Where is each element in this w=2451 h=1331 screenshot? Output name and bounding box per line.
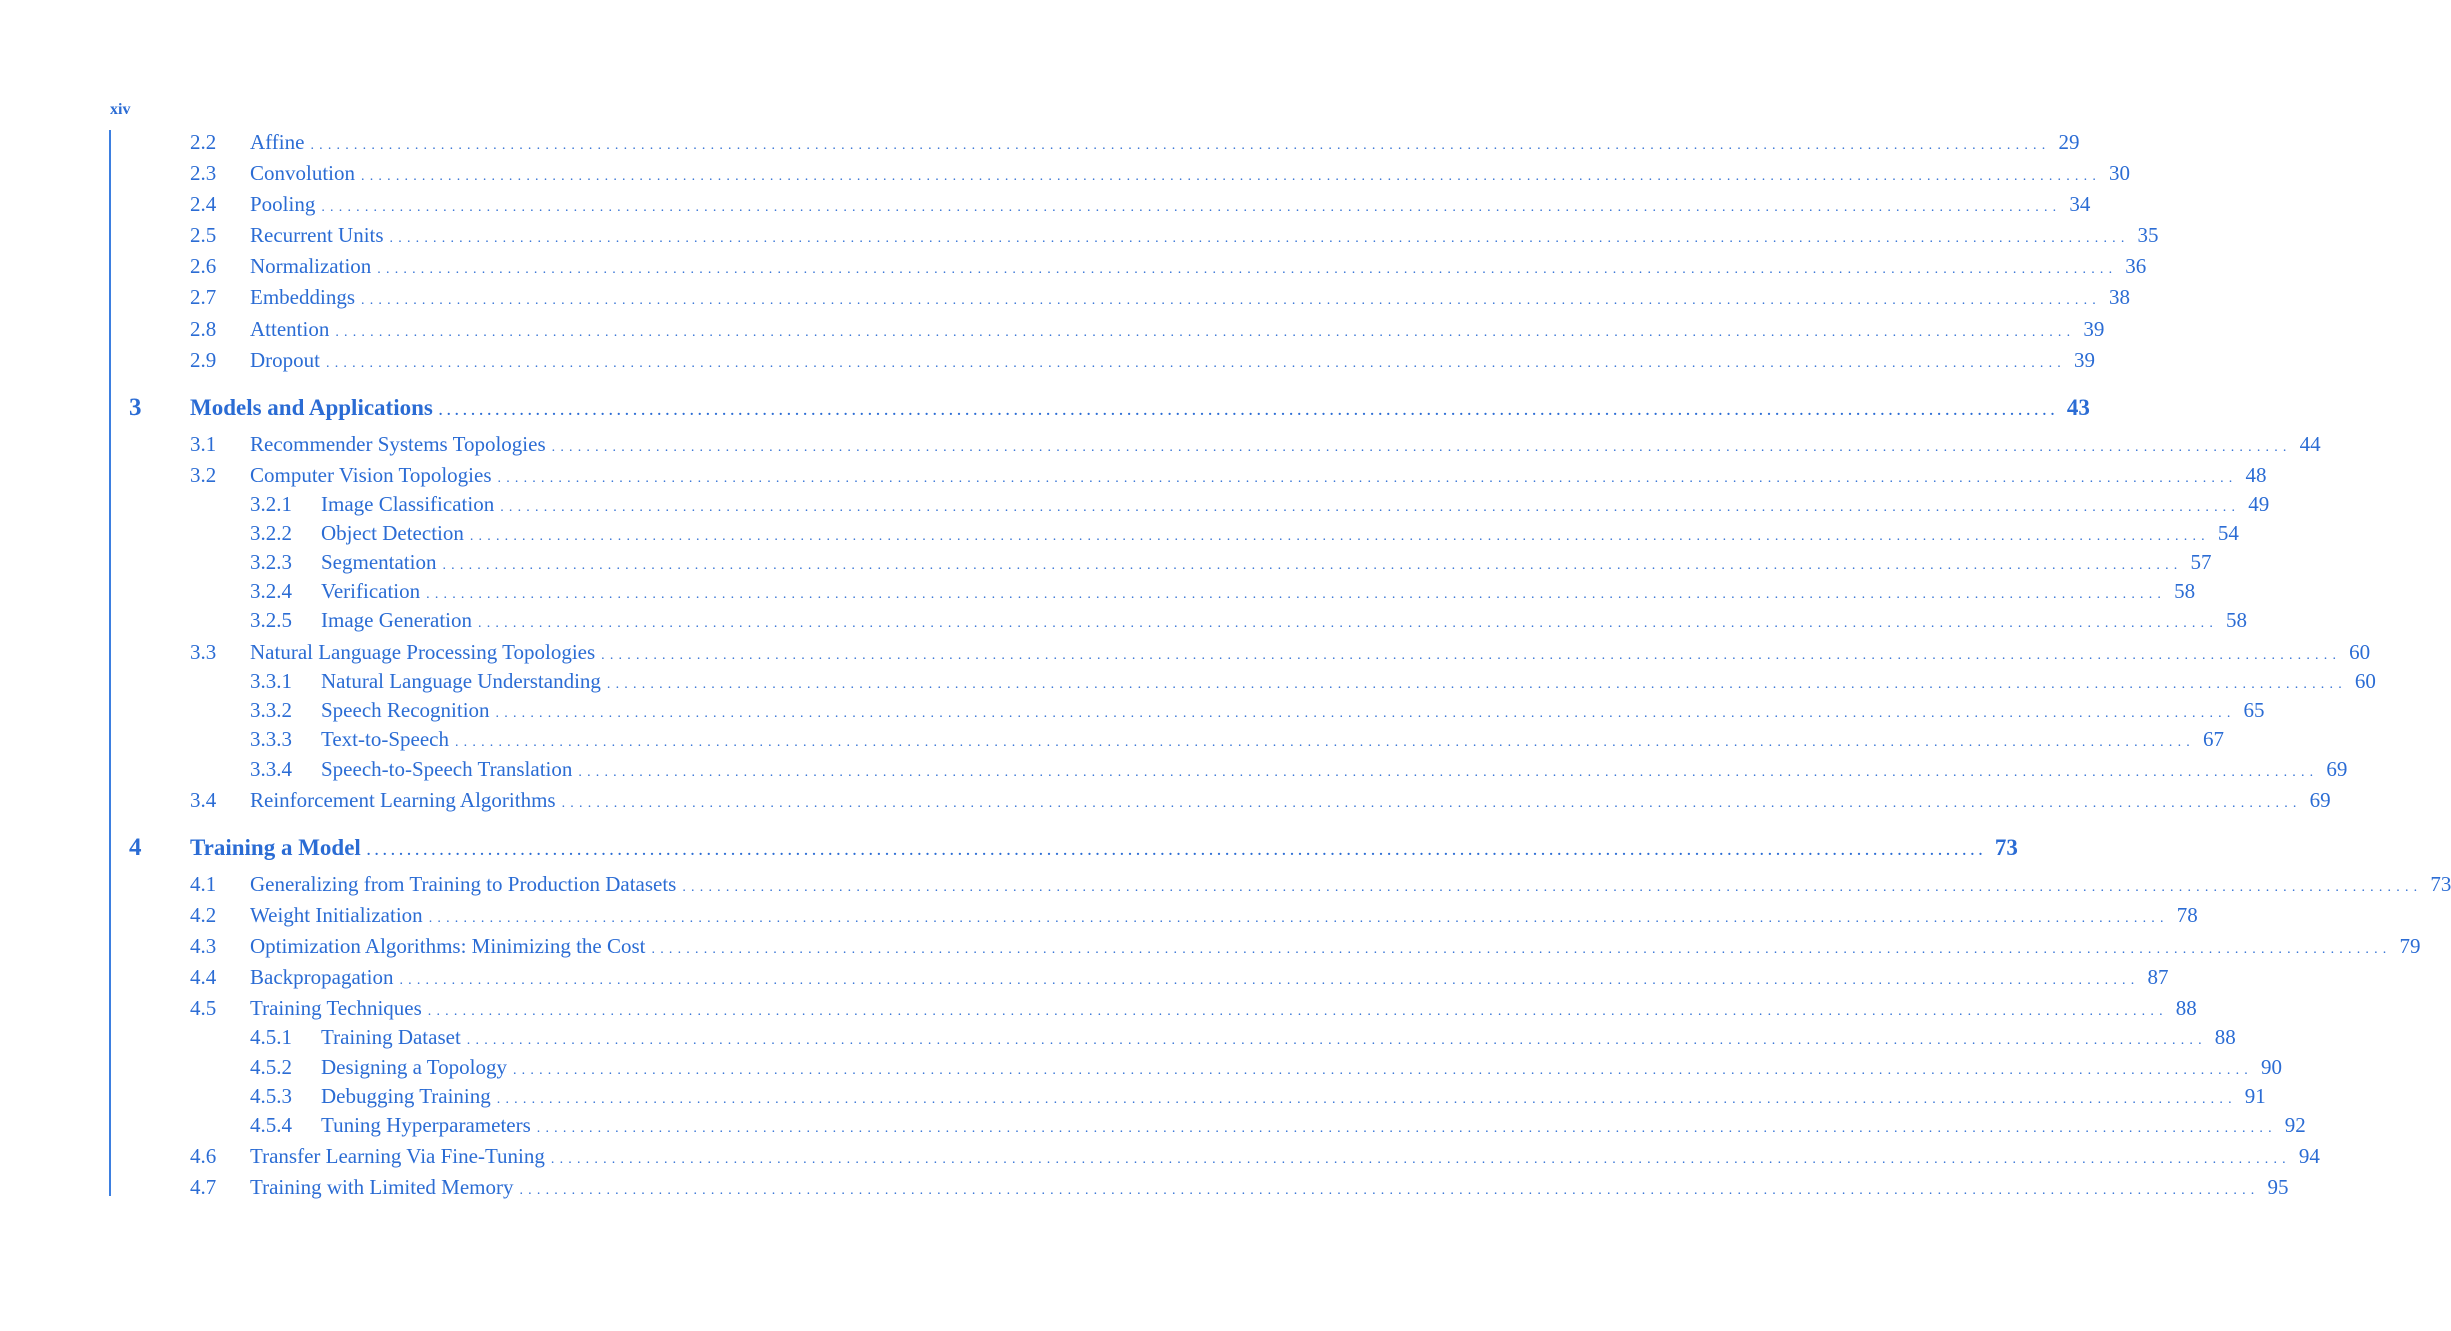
toc-entry-number: 2.8: [190, 317, 217, 341]
toc-entry-title: Dropout: [250, 348, 320, 372]
toc-entry-number: 3.3.2: [250, 698, 292, 722]
dot-leader: ........................................................................................................................................................................................................: [682, 880, 2423, 895]
toc-entry-section[interactable]: [0, 462, 2267, 488]
toc-entry-line: [321, 726, 2224, 756]
toc-entry-page: 57: [2190, 550, 2212, 574]
toc-entry-number: 3.4: [190, 788, 217, 812]
toc-entry-number: 3.3.4: [250, 757, 292, 781]
toc-entry-title: Attention: [250, 317, 330, 341]
toc-entry-section[interactable]: [0, 284, 2130, 310]
dot-leader: ........................................................................................................................................................................................................: [601, 648, 2342, 663]
toc-entry-number: 4.2: [190, 903, 217, 927]
toc-entry-page: 92: [2284, 1113, 2306, 1137]
dot-leader: ........................................................................................................................................................................................................: [326, 356, 2066, 371]
toc-entry-page: 58: [2226, 608, 2248, 632]
dot-leader: ........................................................................................................................................................................................................: [321, 200, 2062, 215]
dot-leader: ........................................................................................................................................................................................................: [578, 765, 2319, 780]
dot-leader: ........................................................................................................................................................................................................: [399, 973, 2140, 988]
dot-leader: ........................................................................................................................................................................................................: [478, 616, 2219, 631]
dot-leader: ........................................................................................................................................................................................................: [512, 1063, 2253, 1078]
toc-entry-line: [250, 787, 2331, 817]
toc-entry-line: [321, 668, 2376, 698]
toc-entry-title: Convolution: [250, 161, 356, 185]
toc-entry-page: 39: [2074, 348, 2095, 372]
toc-entry-page: 49: [2248, 492, 2270, 516]
toc-entry-number: 4.5: [190, 996, 217, 1020]
toc-entry-line: [250, 902, 2198, 932]
toc-entry-number: 4.7: [190, 1175, 217, 1199]
toc-entry-title: Debugging Training: [321, 1084, 491, 1108]
toc-entry-title: Weight Initialization: [250, 903, 423, 927]
toc-entry-title: Object Detection: [321, 521, 464, 545]
toc-entry-page: 79: [2399, 934, 2421, 958]
toc-entry-page: 90: [2260, 1055, 2282, 1079]
toc-entry-line: [250, 462, 2267, 492]
dot-leader: ........................................................................................................................................................................................................: [606, 677, 2347, 692]
toc-entry-title: Natural Language Processing Topologies: [250, 640, 596, 664]
dot-leader: ........................................................................................................................................................................................................: [389, 231, 2130, 246]
toc-entry-page: 88: [2175, 996, 2197, 1020]
toc-entry-page: 34: [2069, 192, 2091, 216]
toc-entry-page: 73: [2430, 872, 2451, 896]
toc-entry-number: 3: [129, 394, 142, 421]
toc-entry-title: Embeddings: [250, 285, 355, 309]
toc-entry-section[interactable]: [0, 347, 2095, 373]
toc-entry-sub[interactable]: [0, 1024, 2236, 1050]
toc-entry-sub[interactable]: [0, 549, 2212, 575]
toc-entry-title: Pooling: [250, 192, 316, 216]
toc-entry-line: [250, 316, 2105, 346]
toc-entry-number: 2.6: [190, 254, 217, 278]
toc-entry-section[interactable]: [0, 933, 2421, 959]
toc-entry-line: [321, 1024, 2236, 1054]
toc-entry-page: 60: [2349, 640, 2371, 664]
toc-entry-page: 67: [2202, 727, 2224, 751]
dot-leader: ........................................................................................................................................................................................................: [427, 1004, 2168, 1019]
toc-entry-number: 3.3: [190, 640, 217, 664]
toc-entry-title: Natural Language Understanding: [321, 669, 601, 693]
toc-entry-page: 29: [2058, 130, 2080, 154]
toc-entry-section[interactable]: [0, 431, 2321, 457]
toc-entry-title: Models and Applications: [190, 395, 433, 420]
toc-entry-page: 44: [2299, 432, 2321, 456]
toc-entry-number: 4.3: [190, 934, 217, 958]
dot-leader: ........................................................................................................................................................................................................: [442, 558, 2183, 573]
toc-entry-section[interactable]: [0, 787, 2331, 813]
toc-entry-number: 4.6: [190, 1144, 217, 1168]
toc-entry-line: [321, 578, 2196, 608]
toc-entry-title: Training with Limited Memory: [250, 1175, 514, 1199]
dot-leader: ........................................................................................................................................................................................................: [519, 1183, 2260, 1198]
toc-entry-number: 3.2.5: [250, 608, 292, 632]
toc-entry-section[interactable]: [0, 1143, 2320, 1169]
toc-entry-sub[interactable]: [0, 607, 2248, 633]
toc-entry-number: 4.4: [190, 965, 217, 989]
dot-leader: ........................................................................................................................................................................................................: [361, 169, 2102, 184]
toc-entry-page: 91: [2244, 1084, 2266, 1108]
toc-entry-line: [250, 871, 2451, 901]
toc-entry-page: 78: [2176, 903, 2198, 927]
toc-entry-page: 48: [2245, 463, 2267, 487]
toc-entry-line: [250, 222, 2159, 252]
toc-entry-line: [321, 491, 2270, 521]
toc-entry-sub[interactable]: [0, 697, 2265, 723]
toc-entry-page: 87: [2147, 965, 2169, 989]
toc-entry-page: 58: [2174, 579, 2196, 603]
toc-entry-line: [321, 1054, 2282, 1084]
toc-entry-number: 2.5: [190, 223, 217, 247]
toc-entry-page: 88: [2214, 1025, 2236, 1049]
toc-entry-number: 4.5.4: [250, 1113, 292, 1137]
toc-entry-section[interactable]: [0, 871, 2451, 897]
toc-entry-number: 3.2.2: [250, 521, 292, 545]
toc-entry-title: Text-to-Speech: [321, 727, 449, 751]
dot-leader: ........................................................................................................................................................................................................: [454, 735, 2195, 750]
toc-entry-section[interactable]: [0, 222, 2159, 248]
toc-entry-line: [321, 520, 2239, 550]
toc-entry-title: Segmentation: [321, 550, 437, 574]
dot-leader: ........................................................................................................................................................................................................: [469, 529, 2210, 544]
toc-entry-title: Speech-to-Speech Translation: [321, 757, 573, 781]
toc-entry-title: Computer Vision Topologies: [250, 463, 492, 487]
toc-entry-section[interactable]: [0, 639, 2371, 665]
toc-entry-title: Recommender Systems Topologies: [250, 432, 546, 456]
toc-entry-line: [321, 1083, 2266, 1113]
dot-leader: ........................................................................................................................................................................................................: [377, 262, 2118, 277]
toc-entry-title: Image Classification: [321, 492, 495, 516]
toc-entry-page: 36: [2125, 254, 2147, 278]
toc-entry-sub[interactable]: [0, 1054, 2282, 1080]
toc-entry-page: 38: [2109, 285, 2130, 309]
toc-entry-number: 3.2.3: [250, 550, 292, 574]
toc-entry-page: 30: [2109, 161, 2131, 185]
toc-entry-number: 3.2: [190, 463, 217, 487]
toc-entry-line: [321, 549, 2212, 579]
toc-entry-number: 3.1: [190, 432, 217, 456]
toc-entry-title: Image Generation: [321, 608, 473, 632]
toc-entry-line: [250, 160, 2131, 190]
toc-entry-title: Reinforcement Learning Algorithms: [250, 788, 556, 812]
dot-leader: ........................................................................................................................................................................................................: [497, 471, 2238, 486]
toc-entry-line: [250, 253, 2147, 283]
toc-entry-number: 4.1: [190, 872, 217, 896]
toc-entry-sub[interactable]: [0, 756, 2348, 782]
toc-entry-section[interactable]: [0, 253, 2147, 279]
toc-entry-chapter[interactable]: [0, 394, 2090, 421]
dot-leader: ........................................................................................................................................................................................................: [428, 911, 2169, 926]
dot-leader: ........................................................................................................................................................................................................: [495, 706, 2236, 721]
toc-entry-section[interactable]: [0, 964, 2169, 990]
toc-entry-sub[interactable]: [0, 668, 2376, 694]
toc-entry-sub[interactable]: [0, 491, 2270, 517]
dot-leader: ........................................................................................................................................................................................................: [551, 440, 2292, 455]
toc-entry-page: 73: [1994, 835, 2018, 860]
toc-entry-title: Backpropagation: [250, 965, 394, 989]
dot-leader: ........................................................................................................................................................................................................: [366, 844, 1987, 859]
toc-entry-page: 43: [2066, 395, 2090, 420]
toc-entry-line: [250, 1143, 2320, 1173]
toc-entry-number: 3.3.3: [250, 727, 292, 751]
toc-entry-page: 69: [2326, 757, 2348, 781]
toc-entry-number: 4: [129, 834, 142, 861]
toc-entry-title: Transfer Learning Via Fine-Tuning: [250, 1144, 545, 1168]
toc-entry-sub[interactable]: [0, 1112, 2306, 1138]
toc-entry-title: Affine: [250, 130, 305, 154]
dot-leader: ........................................................................................................................................................................................................: [310, 138, 2051, 153]
toc-entry-section[interactable]: [0, 191, 2091, 217]
toc-entry-title: Training a Model: [190, 835, 361, 860]
toc-entry-title: Recurrent Units: [250, 223, 384, 247]
toc-entry-number: 2.3: [190, 161, 217, 185]
toc-entry-section[interactable]: [0, 129, 2080, 155]
toc-entry-number: 3.2.4: [250, 579, 292, 603]
toc-entry-number: 3.2.1: [250, 492, 292, 516]
toc-entry-title: Speech Recognition: [321, 698, 490, 722]
toc-entry-line: [190, 835, 2018, 865]
toc-entry-sub[interactable]: [0, 1083, 2266, 1109]
toc-entry-line: [250, 1174, 2289, 1204]
toc-entry-page: 35: [2137, 223, 2159, 247]
dot-leader: ........................................................................................................................................................................................................: [651, 942, 2392, 957]
dot-leader: ........................................................................................................................................................................................................: [496, 1092, 2237, 1107]
toc-entry-line: [250, 639, 2371, 669]
toc-entry-line: [321, 607, 2248, 637]
toc-entry-number: 4.5.2: [250, 1055, 292, 1079]
toc-entry-line: [250, 964, 2169, 994]
toc-entry-title: Verification: [321, 579, 421, 603]
toc-entry-line: [250, 191, 2091, 221]
toc-entry-line: [321, 1112, 2306, 1142]
toc-entry-page: 39: [2083, 317, 2105, 341]
toc-entry-page: 94: [2298, 1144, 2320, 1168]
toc-entry-number: 2.2: [190, 130, 217, 154]
toc-entry-title: Normalization: [250, 254, 372, 278]
toc-entry-title: Training Dataset: [321, 1025, 461, 1049]
toc-entry-line: [321, 697, 2265, 727]
toc-entry-chapter[interactable]: [0, 834, 2018, 861]
toc-entry-number: 4.5.1: [250, 1025, 292, 1049]
dot-leader: ........................................................................................................................................................................................................: [438, 404, 2059, 419]
dot-leader: ........................................................................................................................................................................................................: [500, 500, 2241, 515]
dot-leader: ........................................................................................................................................................................................................: [426, 587, 2167, 602]
toc-entry-line: [250, 284, 2130, 314]
toc-entry-line: [250, 431, 2321, 461]
toc-entry-number: 2.9: [190, 348, 217, 372]
toc-entry-line: [321, 756, 2348, 786]
dot-leader: ........................................................................................................................................................................................................: [466, 1033, 2207, 1048]
toc-entry-title: Generalizing from Training to Production Datasets: [250, 872, 677, 896]
dot-leader: ........................................................................................................................................................................................................: [361, 293, 2101, 308]
toc-entry-section[interactable]: [0, 902, 2198, 928]
toc-entry-sub[interactable]: [0, 520, 2239, 546]
toc-entry-number: 2.4: [190, 192, 217, 216]
toc-entry-line: [250, 129, 2080, 159]
dot-leader: ........................................................................................................................................................................................................: [561, 796, 2302, 811]
toc-entry-title: Designing a Topology: [321, 1055, 507, 1079]
toc-entry-number: 3.3.1: [250, 669, 292, 693]
toc-entry-section[interactable]: [0, 316, 2105, 342]
toc-entry-section[interactable]: [0, 995, 2197, 1021]
dot-leader: ........................................................................................................................................................................................................: [536, 1121, 2277, 1136]
toc-entry-page: 69: [2309, 788, 2331, 812]
toc-entry-line: [250, 347, 2095, 377]
dot-leader: ........................................................................................................................................................................................................: [550, 1152, 2291, 1167]
toc-entry-page: 95: [2267, 1175, 2289, 1199]
toc-entry-page: 54: [2217, 521, 2239, 545]
toc-entry-line: [190, 395, 2090, 425]
toc-entry-title: Optimization Algorithms: Minimizing the Cost: [250, 934, 646, 958]
toc-entry-title: Tuning Hyperparameters: [321, 1113, 531, 1137]
toc-entry-page: 65: [2243, 698, 2265, 722]
toc-entry-section[interactable]: [0, 160, 2131, 186]
toc-entry-title: Training Techniques: [250, 996, 422, 1020]
toc-entry-number: 4.5.3: [250, 1084, 292, 1108]
toc-entry-section[interactable]: [0, 1174, 2289, 1200]
toc-entry-line: [250, 933, 2421, 963]
toc-entry-sub[interactable]: [0, 726, 2224, 752]
toc-entry-line: [250, 995, 2197, 1025]
page-number: xiv: [110, 101, 131, 118]
dot-leader: ........................................................................................................................................................................................................: [335, 325, 2076, 340]
toc-entry-sub[interactable]: [0, 578, 2196, 604]
toc-entry-page: 60: [2354, 669, 2376, 693]
toc-entry-number: 2.7: [190, 285, 217, 309]
